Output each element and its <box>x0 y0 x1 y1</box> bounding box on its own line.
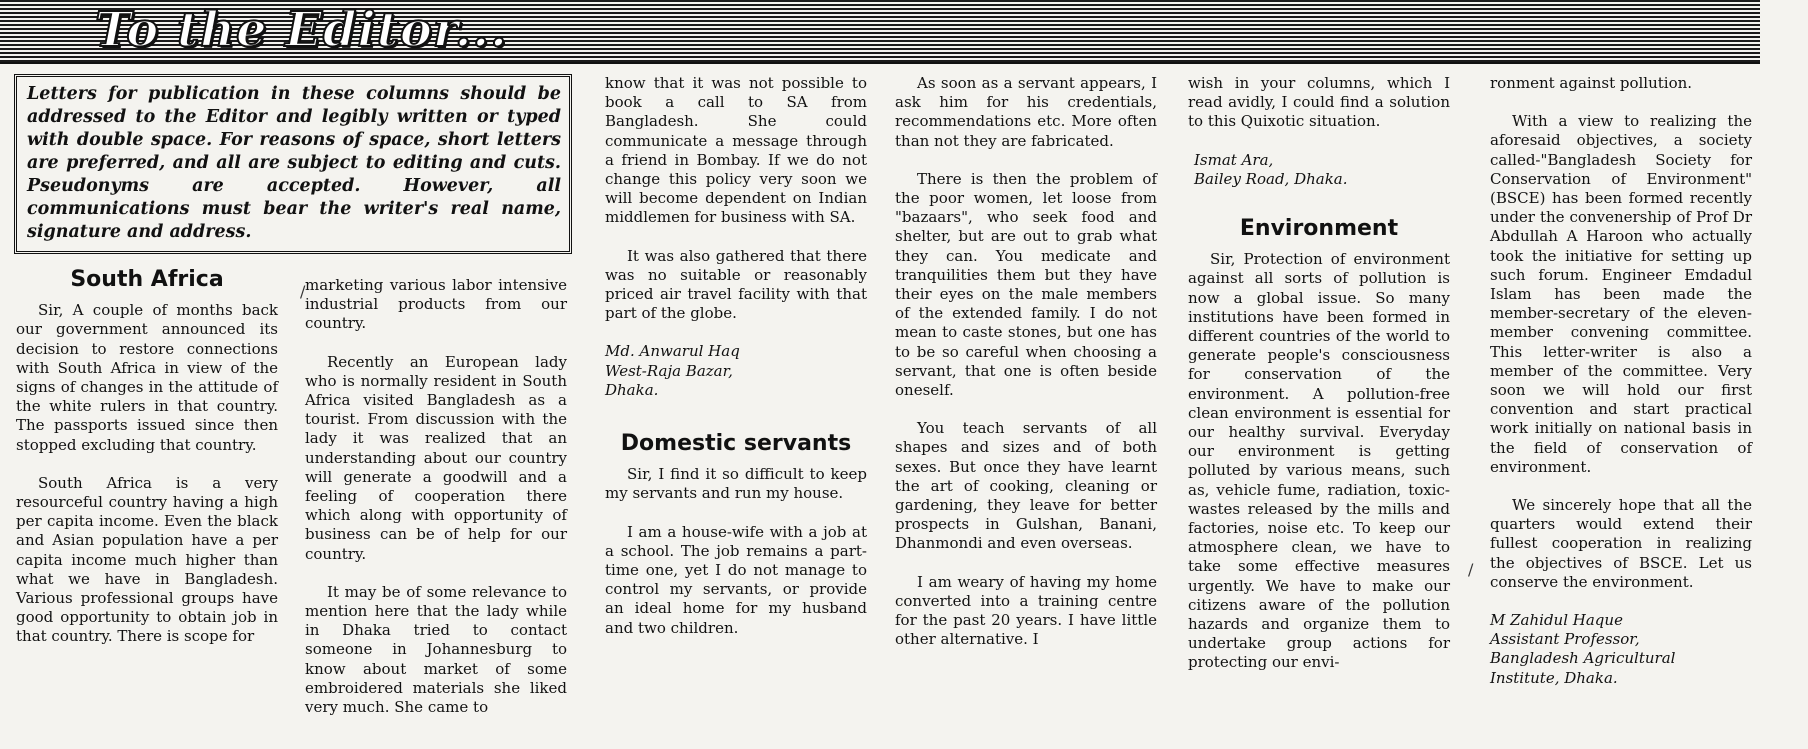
paragraph: Recently an European lady who is normally resident in South Africa visited Bangladesh as a tourist. From discussion with the lady it was realized that an understanding about our country will generate a goodwill and a feeling of cooperation there which along with opportunity of business can be of help for our country. <box>305 352 567 563</box>
signature-address: West-Raja Bazar, <box>605 361 733 380</box>
paragraph: ronment against pollution. <box>1490 74 1693 92</box>
signature-title: Assistant Professor, <box>1490 630 1640 649</box>
signature-org: Bangladesh Agricultural <box>1490 649 1676 668</box>
signature-name: M Zahidul Haque <box>1490 611 1623 630</box>
paragraph: With a view to realizing the aforesaid objectives, a society called-"Bangladesh Society for Conservation of Environment" (BSCE) has been formed recently under the convenership of Prof Dr Abdullah A Haroon who actually took the initiative for setting up such forum. Engineer Emdadul Islam has been made the member-secretary of the eleven-member convening committee. This letter-writer is also a member of the committee. Very soon we will hold our first convention and start practical work initially on national basis in the field of conservation of environment. <box>1490 112 1752 476</box>
paragraph: You teach servants of all shapes and sizes and of both sexes. But once they have learnt the art of cooking, cleaning or gardening, they leave for better prospects in Gulshan, Banani, Dhanmondi and even overseas. <box>895 419 1157 553</box>
heading-domestic-servants: Domestic servants <box>620 431 852 457</box>
column-2 <box>305 276 567 736</box>
signature-address: Bailey Road, Dhaka. <box>1194 169 1348 188</box>
paragraph: As soon as a servant appears, I ask him for his credentials, recommendations etc. More often than not they are fabricated. <box>895 74 1157 150</box>
signature-block <box>605 342 867 400</box>
signature-name: Ismat Ara, <box>1194 150 1274 169</box>
paragraph: We sincerely hope that all the quarters would extend their fullest cooperation in realizing the objectives of BSCE. Let us conserve the environment. <box>1490 496 1752 591</box>
paragraph: It may be of some relevance to mention here that the lady while in Dhaka tried to contact someone in Johannesburg to know about market of some embroidered materials she liked very much. She came to <box>305 582 567 717</box>
column-3 <box>605 74 867 657</box>
signature-block <box>1490 611 1752 688</box>
heading-environment: Environment <box>1239 216 1399 242</box>
section-title: To the Editor... <box>95 2 508 58</box>
paragraph: marketing various labor intensive industrial products from our country. <box>305 276 567 333</box>
paragraph: I am weary of having my home converted into a training centre for the past 20 years. I have little other alternative. I <box>895 572 1157 649</box>
editorial-notice-box: Letters for publication in these columns should be addressed to the Editor and legibly written or typed with double space. For reasons of space, short letters are preferred, and all are subject to editing and cuts. Pseudonyms are accepted. However, all communications must bear the writer's real name, signature and address. <box>14 74 572 254</box>
paragraph: Sir, Protection of environment against all sorts of pollution is now a global issue. So many institutions have been formed in different countries of the world to generate people's consciousness for conservation of the environment. A pollution-free clean environment is essential for our healthy survival. Everyday our environment is getting polluted by various means, such as, vehicle fume, radiation, toxic-wastes released by the mills and factories, noise etc. To keep our atmosphere clean, we have to take some effective measures urgently. We have to make our citizens aware of the pollution hazards and organize them to undertake group actions for protecting our envi- <box>1188 250 1450 672</box>
masthead-banner <box>0 0 1760 64</box>
column-5 <box>1188 74 1450 692</box>
paragraph: Sir, A couple of months back our government announced its decision to restore connections with South Africa in view of the signs of changes in the attitude of the white rulers in that country. The passports issued since then stopped excluding that country. <box>16 301 278 454</box>
paragraph: There is then the problem of the poor women, let loose from "bazaars", who seek food and shelter, but are out to grab what they can. You medicate and tranquilities them but they have their eyes on the male members of the extended family. I do not mean to caste stones, but one has to be so careful when choosing a servant, that one is often beside oneself. <box>895 169 1157 400</box>
heading-south-africa: South Africa <box>70 267 224 292</box>
column-rule-mark: / <box>300 282 306 301</box>
paragraph: South Africa is a very resourceful country having a high per capita income. Even the black and Asian population have a per capita income much higher than what we have in Bangladesh. Various professional groups have good opportunity to obtain job in that country. There is scope for <box>16 473 278 646</box>
signature-org: Institute, Dhaka. <box>1490 668 1618 687</box>
column-rule-mark: / <box>1468 560 1474 579</box>
paragraph: know that it was not possible to book a call to SA from Bangladesh. She could communicate a message through a friend in Bombay. If we do not change this policy very soon we will become dependent on Indian middlemen for business with SA. <box>605 74 867 227</box>
paragraph: Sir, I find it so difficult to keep my servants and run my house. <box>605 465 867 503</box>
paragraph: wish in your columns, which I read avidly, I could find a solution to this Quixotic situation. <box>1188 74 1450 131</box>
signature-address: Dhaka. <box>605 380 659 399</box>
column-1 <box>16 267 278 666</box>
column-4 <box>895 74 1157 668</box>
signature-name: Md. Anwarul Haq <box>605 342 740 361</box>
column-6 <box>1490 74 1752 707</box>
paragraph: It was also gathered that there was no suitable or reasonably priced air travel facility with that part of the globe. <box>605 246 867 323</box>
paragraph: I am a house-wife with a job at a school. The job remains a part-time one, yet I do not manage to control my servants, or provide an ideal home for my husband and two children. <box>605 522 867 637</box>
signature-block <box>1194 151 1450 189</box>
